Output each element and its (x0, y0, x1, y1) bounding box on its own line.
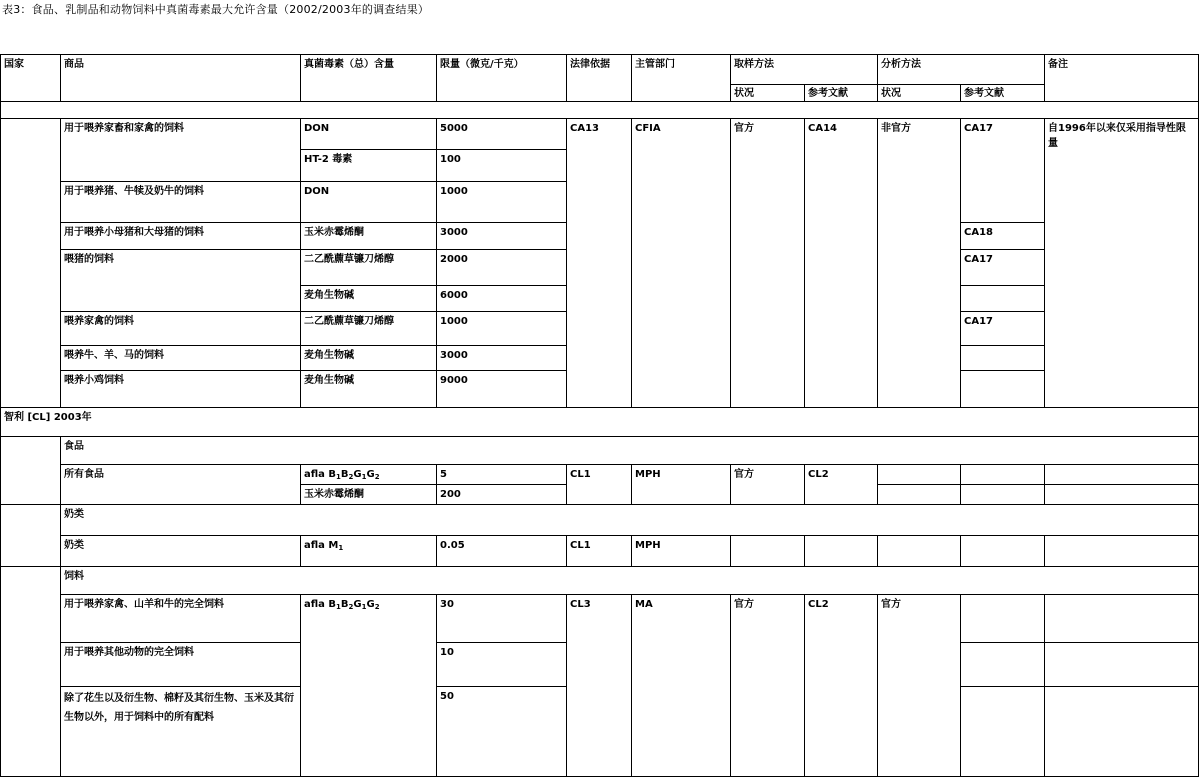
limit-cell: 5000 (436, 118, 567, 150)
chile-food-limit2-cell: 200 (436, 484, 567, 505)
chile-feed-sampling-reference-cell: CL2 (804, 594, 878, 777)
chile-feed-commodity-cell: 用于喂养家禽、山羊和牛的完全饲料 (60, 594, 301, 643)
canada-sampling-status-cell: 官方 (730, 118, 805, 408)
header-authority: 主管部门 (631, 54, 731, 102)
header-analysis-status: 状况 (877, 84, 961, 102)
empty-cell (1044, 464, 1199, 485)
chile-milk-authority-cell: MPH (631, 535, 731, 567)
commodity-cell: 用于喂养小母猪和大母猪的饲料 (60, 222, 301, 250)
header-remarks: 备注 (1044, 54, 1199, 102)
empty-cell (960, 464, 1045, 485)
empty-cell (877, 484, 961, 505)
header-country: 国家 (0, 54, 61, 102)
chile-food-section-row: 食品 (60, 436, 1199, 465)
toxin-cell: 二乙酰藨草镰刀烯醇 (300, 249, 437, 286)
chile-milk-country-cell (0, 504, 61, 567)
header-sampling: 取样方法 (730, 54, 878, 85)
limit-cell: 6000 (436, 285, 567, 312)
analysis-reference-cell: CA17 (960, 311, 1045, 346)
chile-food-limit1-cell: 5 (436, 464, 567, 485)
chile-feed-section-row: 饲料 (60, 566, 1199, 595)
commodity-cell: 喂养牛、羊、马的饲料 (60, 345, 301, 371)
toxin-cell: 麦角生物碱 (300, 285, 437, 312)
chile-food-toxin-aflatoxin-cell (300, 464, 437, 485)
chile-food-commodity-cell: 所有食品 (60, 464, 301, 505)
chile-food-country-cell (0, 436, 61, 505)
chile-food-toxin-zearalenone-cell: 玉米赤霉烯酮 (300, 484, 437, 505)
analysis-reference-cell (960, 345, 1045, 371)
chile-feed-authority-cell: MA (631, 594, 731, 777)
aflatoxin-label: afla $B_1B_2G_1G_2$ (304, 599, 380, 611)
header-commodity: 商品 (60, 54, 301, 102)
header-sampling-status: 状况 (730, 84, 805, 102)
limit-cell: 2000 (436, 249, 567, 286)
chile-milk-commodity-cell: 奶类 (60, 535, 301, 567)
chile-feed-analysis-status-cell: 官方 (877, 594, 961, 777)
analysis-reference-cell: CA18 (960, 222, 1045, 250)
empty-cell (1044, 484, 1199, 505)
chile-feed-limit-cell: 10 (436, 642, 567, 687)
header-limit: 限量（微克/千克） (436, 54, 567, 102)
limit-cell: 3000 (436, 222, 567, 250)
commodity-cell: 用于喂养猪、牛犊及奶牛的饲料 (60, 181, 301, 223)
chile-feed-limit-cell: 50 (436, 686, 567, 777)
toxin-cell: DON (300, 118, 437, 150)
empty-cell (960, 535, 1045, 567)
toxin-cell: 二乙酰藨草镰刀烯醇 (300, 311, 437, 346)
toxin-cell: 麦角生物碱 (300, 345, 437, 371)
header-sampling-reference: 参考文献 (804, 84, 878, 102)
chile-feed-limit-cell: 30 (436, 594, 567, 643)
chile-food-sampling-status-cell: 官方 (730, 464, 805, 505)
toxin-cell: 玉米赤霉烯酮 (300, 222, 437, 250)
chile-milk-section-row: 奶类 (60, 504, 1199, 536)
chile-milk-limit-cell: 0.05 (436, 535, 567, 567)
empty-cell (1044, 642, 1199, 687)
limit-cell: 1000 (436, 311, 567, 346)
canada-law-cell: CA13 (566, 118, 632, 408)
empty-cell (877, 464, 961, 485)
chile-food-authority-cell: MPH (631, 464, 731, 505)
chile-food-law-cell: CL1 (566, 464, 632, 505)
empty-cell (960, 642, 1045, 687)
canada-analysis-status-cell: 非官方 (877, 118, 961, 408)
header-analysis: 分析方法 (877, 54, 1045, 85)
toxin-cell: DON (300, 181, 437, 223)
chile-feed-commodity-cell: 除了花生以及衍生物、棉籽及其衍生物、玉米及其衍生物以外，用于饲料中的所有配料 (60, 686, 301, 777)
commodity-cell: 喂猪的饲料 (60, 249, 301, 312)
limit-cell: 100 (436, 149, 567, 182)
analysis-reference-cell (960, 370, 1045, 408)
chile-feed-toxin-cell (300, 594, 437, 777)
empty-cell (1044, 686, 1199, 777)
aflatoxin-label: afla $B_1B_2G_1G_2$ (304, 469, 380, 481)
chile-feed-law-cell: CL3 (566, 594, 632, 777)
empty-cell (960, 686, 1045, 777)
commodity-cell: 喂养家禽的饲料 (60, 311, 301, 346)
chile-feed-commodity-cell: 用于喂养其他动物的完全饲料 (60, 642, 301, 687)
empty-cell (960, 594, 1045, 643)
canada-remarks-cell: 自1996年以来仅采用指导性限量 (1044, 118, 1199, 408)
aflatoxin-m1-label: afla $M_1$ (304, 540, 344, 552)
chile-food-sampling-reference-cell: CL2 (804, 464, 878, 505)
canada-sampling-reference-cell: CA14 (804, 118, 878, 408)
header-law: 法律依据 (566, 54, 632, 102)
limit-cell: 3000 (436, 345, 567, 371)
commodity-cell: 喂养小鸡饲料 (60, 370, 301, 408)
toxin-cell: HT-2 毒素 (300, 149, 437, 182)
empty-cell (1044, 594, 1199, 643)
chile-milk-law-cell: CL1 (566, 535, 632, 567)
empty-cell (804, 535, 878, 567)
empty-cell (730, 535, 805, 567)
toxin-cell: 麦角生物碱 (300, 370, 437, 408)
limit-cell: 1000 (436, 181, 567, 223)
empty-cell (1044, 535, 1199, 567)
empty-cell (877, 535, 961, 567)
empty-cell (960, 484, 1045, 505)
table-caption: 表3：食品、乳制品和动物饲料中真菌毒素最大允许含量（2002/2003年的调查结果） (2, 3, 430, 16)
analysis-reference-cell: CA17 (960, 249, 1045, 286)
header-spacer-row (0, 101, 1199, 119)
limit-cell: 9000 (436, 370, 567, 408)
chile-feed-sampling-status-cell: 官方 (730, 594, 805, 777)
header-analysis-reference: 参考文献 (960, 84, 1045, 102)
chile-title-row: 智利 [CL] 2003年 (0, 407, 1199, 437)
analysis-reference-cell (960, 285, 1045, 312)
canada-authority-cell: CFIA (631, 118, 731, 408)
canada-country-cell (0, 118, 61, 408)
analysis-reference-cell: CA17 (960, 118, 1045, 223)
header-toxin: 真菌毒素（总）含量 (300, 54, 437, 102)
chile-milk-toxin-cell (300, 535, 437, 567)
commodity-cell: 用于喂养家畜和家禽的饲料 (60, 118, 301, 182)
chile-feed-country-cell (0, 566, 61, 777)
